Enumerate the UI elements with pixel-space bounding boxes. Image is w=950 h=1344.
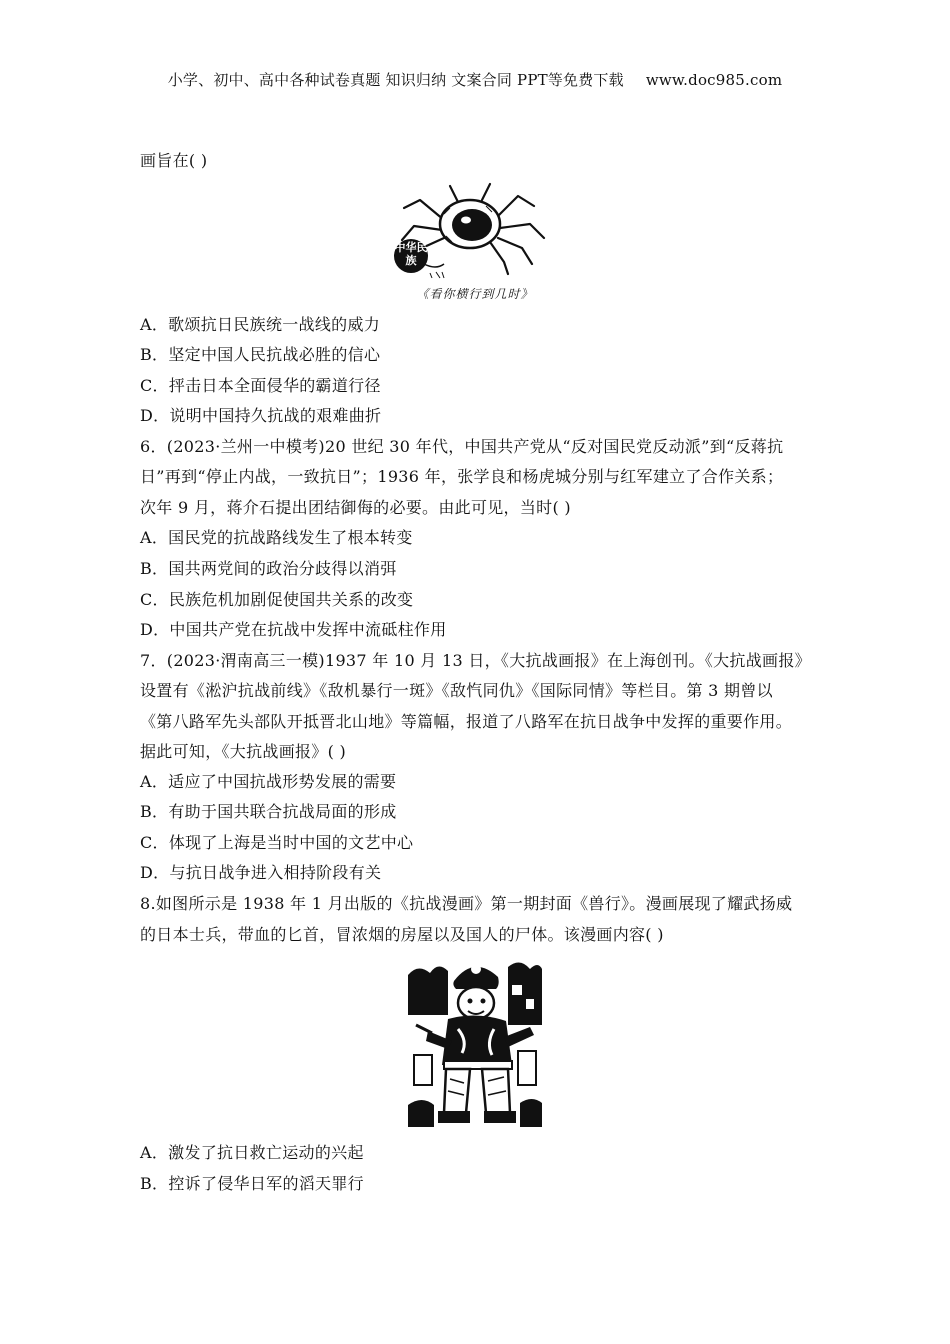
q6-stem-line-2: 日”再到“停止内战，一致抗日”；1936 年，张学良和杨虎城分别与红军建立了合作关系；: [140, 467, 784, 486]
q6-option-a: A．国民党的抗战路线发生了根本转变: [140, 528, 413, 547]
header-text: 小学、初中、高中各种试卷真题 知识归纳 文案合同 PPT等免费下载: [167, 71, 624, 89]
q6-option-b: B．国共两党间的政治分歧得以消弭: [140, 559, 397, 578]
q7-option-a: A．适应了中国抗战形势发展的需要: [140, 772, 397, 791]
q6-option-d: D．中国共产党在抗战中发挥中流砥柱作用: [140, 620, 447, 639]
q6-option-c: C．民族危机加剧促使国共关系的改变: [140, 590, 414, 609]
page-header: [0, 69, 950, 90]
q7-option-d: D．与抗日战争进入相持阶段有关: [140, 863, 382, 882]
q5-option-c: C．抨击日本全面侵华的霸道行径: [140, 376, 381, 395]
q7-stem-line-3: 《第八路军先头部队开抵晋北山地》等篇幅，报道了八路军在抗日战争中发挥的重要作用。: [140, 712, 793, 731]
q5-option-b: B．坚定中国人民抗战必胜的信心: [140, 345, 381, 364]
q7-stem-line-4: 据此可知，《大抗战画报》( ): [140, 742, 347, 761]
q7-option-c: C．体现了上海是当时中国的文艺中心: [140, 833, 414, 852]
q7-stem-line-1: 7．(2023·渭南高三一模)1937 年 10 月 13 日，《大抗战画报》在上海创刊。《大抗战画报》: [140, 651, 811, 670]
q5-option-d: D．说明中国持久抗战的艰难曲折: [140, 406, 382, 425]
spider-badge-text: 中华民族: [394, 241, 428, 267]
q8-stem-line-2: 的日本士兵，带血的匕首，冒浓烟的房屋以及国人的尸体。该漫画内容( ): [140, 925, 664, 944]
q5-stem-tail: 画旨在( ): [140, 151, 208, 170]
q5-option-a: A．歌颂抗日民族统一战线的威力: [140, 315, 381, 334]
q7-option-b: B．有助于国共联合抗战局面的形成: [140, 802, 397, 821]
q6-stem-line-1: 6．(2023·兰州一中模考)20 世纪 30 年代，中国共产党从“反对国民党反动派”到“反蒋抗: [140, 437, 784, 456]
q8-option-a: A．激发了抗日救亡运动的兴起: [140, 1143, 364, 1162]
q7-stem-line-2: 设置有《淞沪抗战前线》《敌机暴行一斑》《敌忾同仇》《国际同情》等栏目。第 3 期曾以: [140, 681, 773, 700]
spider-caption: 《看你横行到几时》: [416, 287, 534, 301]
header-site: www.doc985.com: [645, 71, 783, 89]
q8-stem-line-1: 8.如图所示是 1938 年 1 月出版的《抗战漫画》第一期封面《兽行》。漫画展现了耀武扬威: [140, 894, 793, 913]
q8-option-b: B．控诉了侵华日军的滔天罪行: [140, 1174, 364, 1193]
q6-stem-line-3: 次年 9 月，蒋介石提出团结御侮的必要。由此可见，当时( ): [140, 498, 571, 517]
soldier-cartoon-figure: [408, 955, 542, 1130]
